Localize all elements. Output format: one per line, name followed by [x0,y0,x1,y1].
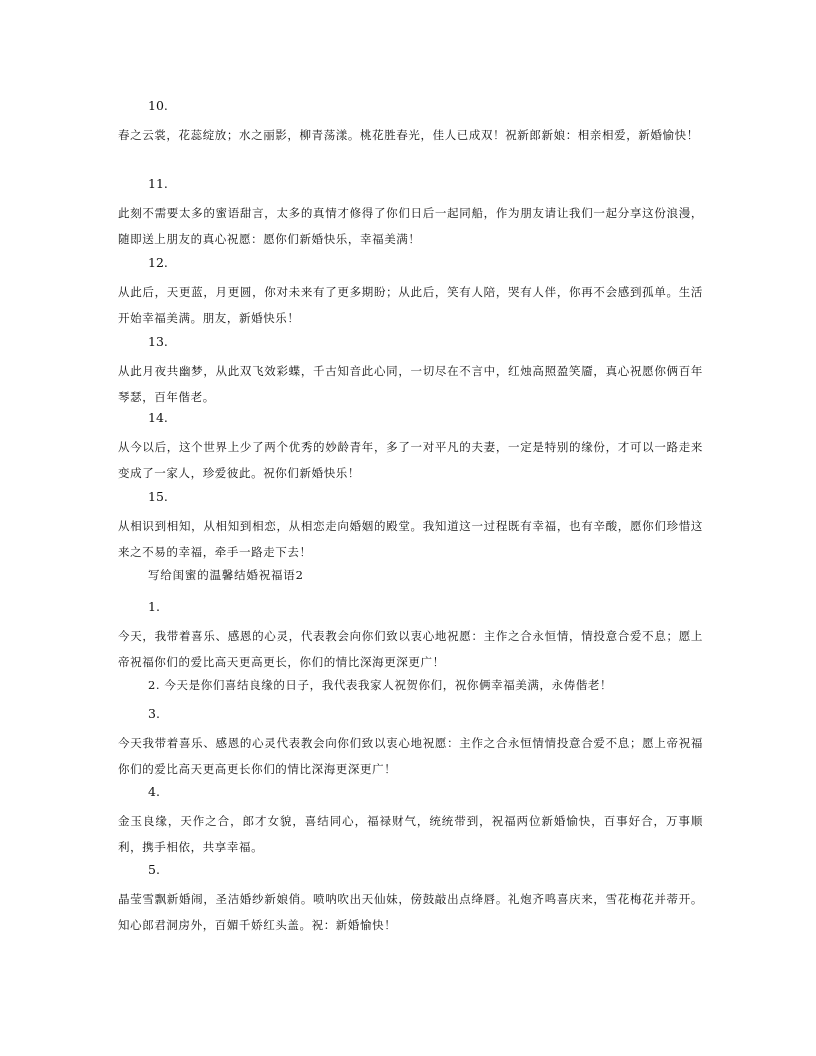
item-1 [118,599,703,675]
entry-text: 从此月夜共幽梦，从此双飞效彩蝶，千古知音此心同，一切尽在不言中，红烛高照盈笑靥，真心祝愿你俩百年琴瑟，百年偕老。 [118,364,703,404]
entry-number: 10. [148,98,168,113]
entry-10 [118,98,703,148]
entry-12 [118,255,703,331]
entry-number: 12. [148,255,168,270]
item-3 [118,706,703,782]
item-4 [118,784,703,860]
item-text: 晶莹雪飘新婚闹，圣洁婚纱新娘俏。喷呐吹出天仙妹，傍鼓敲出点绛唇。礼炮齐鸣喜庆来，雪花梅花并蒂开。知心郎君洞房外，百媚千娇红头盖。祝：新婚愉快！ [118,892,703,932]
item-text: 今天我带着喜乐、感恩的心灵代表教会向你们致以衷心地祝愿：主作之合永恒情情投意合爱不息；愿上帝祝福你们的爱比高天更高更长你们的情比深海更深更广！ [118,736,703,776]
item-2: 2. 今天是你们喜结良缘的日子，我代表我家人祝贺你们，祝你俩幸福美满，永俦偕老！ [148,678,613,692]
item-text: 今天，我带着喜乐、感恩的心灵，代表教会向你们致以衷心地祝愿：主作之合永恒情，情投意合爱不息；愿上帝祝福你们的爱比高天更高更长，你们的情比深海更深更广！ [118,629,703,669]
entry-text: 此刻不需要太多的蜜语甜言，太多的真情才修得了你们日后一起同船，作为朋友请让我们一起分享这份浪漫，随即送上朋友的真心祝愿：愿你们新婚快乐，幸福美满！ [118,206,703,246]
entry-text: 从此后，天更蓝，月更圆，你对未来有了更多期盼；从此后，笑有人陪，哭有人伴，你再不会感到孤单。生活开始幸福美满。朋友，新婚快乐！ [118,285,703,325]
entry-14 [118,410,703,486]
entry-15 [118,489,703,565]
item-text: 金玉良缘，天作之合，郎才女貌，喜结同心，福禄财气，统统带到，祝福两位新婚愉快，百事好合，万事顺利，携手相依，共享幸福。 [118,814,703,854]
item-number: 4. [148,784,160,799]
entry-number: 15. [148,489,168,504]
entry-11 [118,176,703,252]
item-number: 3. [148,706,160,721]
item-number: 1. [148,599,160,614]
entry-text: 春之云裳，花蕊绽放；水之丽影，柳青荡漾。桃花胜春光，佳人已成双！祝新郎新娘：相亲相爱，新婚愉快！ [118,128,699,142]
section-heading: 写给闺蜜的温馨结婚祝福语2 [148,568,304,582]
entry-text: 从今以后，这个世界上少了两个优秀的妙龄青年，多了一对平凡的夫妻，一定是特别的缘份，才可以一路走来变成了一家人，珍爱彼此。祝你们新婚快乐！ [118,440,703,480]
item-number: 5. [148,862,160,877]
entry-13 [118,334,703,410]
entry-number: 13. [148,334,168,349]
entry-number: 11. [148,176,168,191]
item-5 [118,862,703,938]
entry-text: 从相识到相知，从相知到相恋，从相恋走向婚姻的殿堂。我知道这一过程既有幸福，也有辛酸，愿你们珍惜这来之不易的幸福，牵手一路走下去！ [118,519,703,559]
entry-number: 14. [148,410,168,425]
